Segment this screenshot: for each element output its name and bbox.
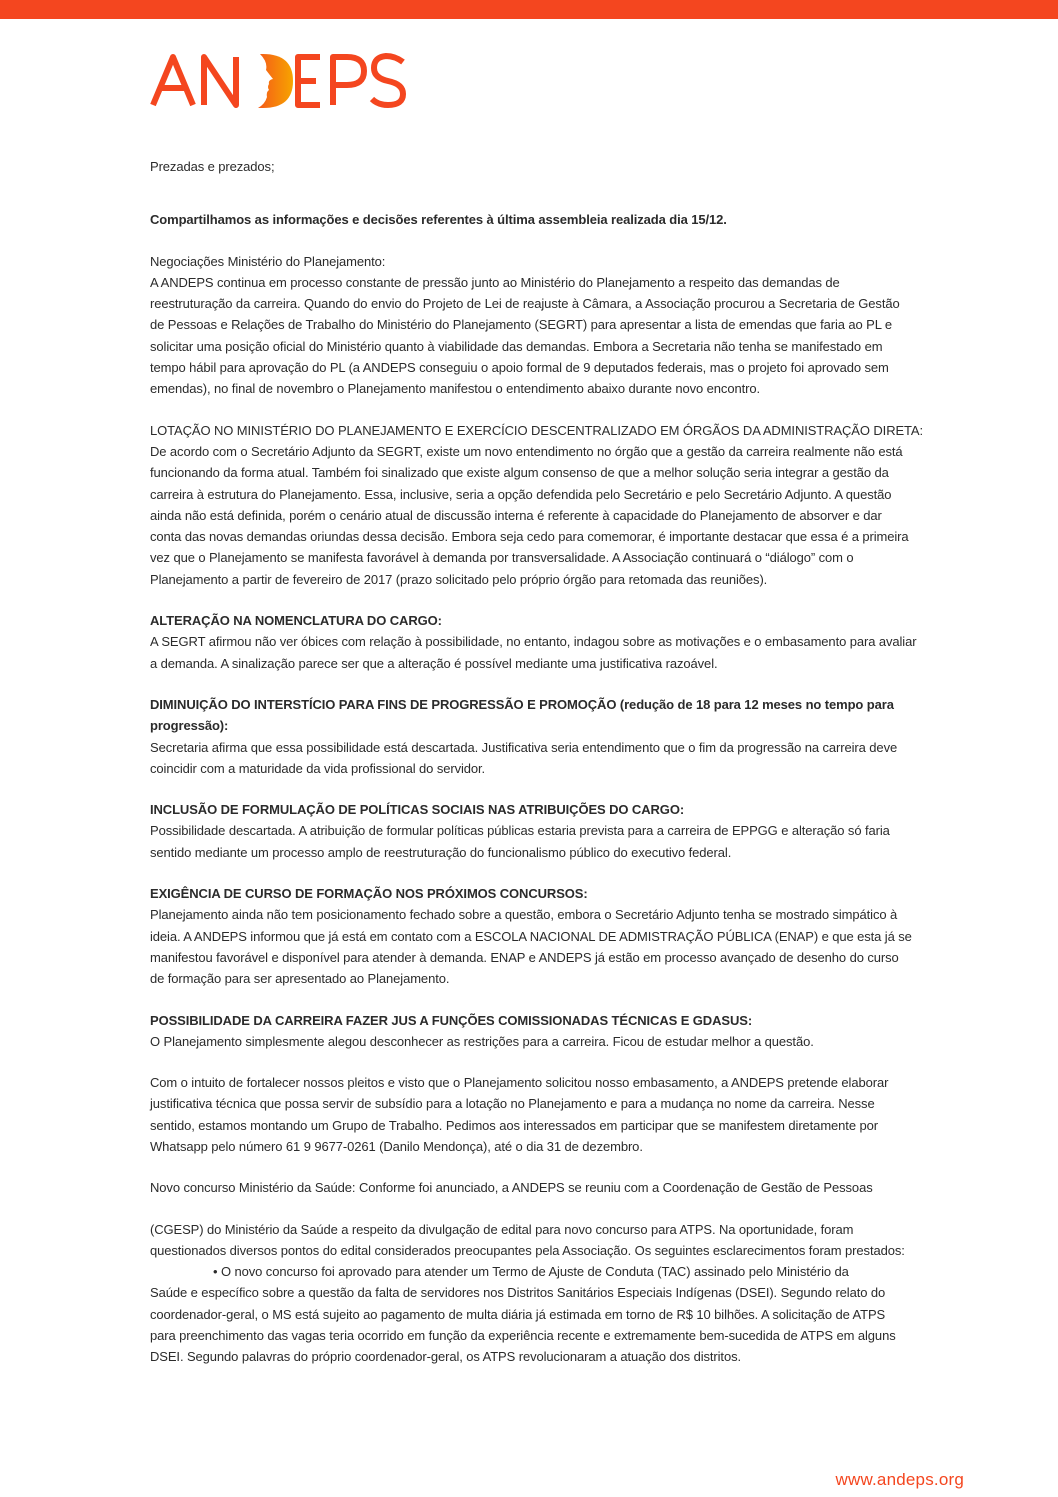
fortalecer-line: Com o intuito de fortalecer nossos pleitos e visto que o Planejamento solicitou nosso embasamento, a ANDEPS pretende elaborar <box>150 1075 889 1091</box>
curso-line: de formação para ser apresentado ao Planejamento. <box>150 971 450 987</box>
lotacao-line: conta das novas demandas oriundas dessa decisão. Embora seja cedo para comemorar, é importante destacar que essa é a primeira <box>150 529 909 545</box>
negotiation-heading: Negociações Ministério do Planejamento: <box>150 253 386 269</box>
negotiation-line: de Pessoas e Relações de Trabalho do Ministério do Planejamento (SEGRT) para apresentar a lista de emendas que faria ao PL e <box>150 317 893 333</box>
fortalecer-line: Whatsapp pelo número 61 9 9677-0261 (Danilo Mendonça), até o dia 31 de dezembro. <box>150 1138 643 1154</box>
concurso-line: questionados diversos pontos do edital considerados preocupantes pela Associação. Os seguintes esclarecimentos foram prestados: <box>150 1242 905 1258</box>
lotacao-line: carreira à estrutura do Planejamento. Essa, inclusive, seria a opção defendida pelo Secretário e pelo Secretário Adjunto. A questão <box>150 486 892 502</box>
lotacao-line: vez que o Planejamento se manifesta favorável à demanda por transversalidade. A Associação continuará o “diálogo” com o <box>150 550 854 566</box>
bullet-line: Saúde e específico sobre a questão da falta de servidores nos Distritos Sanitários Especiais Indígenas (DSEI). Segundo relato do <box>150 1285 886 1301</box>
lotacao-line: Planejamento a partir de fevereiro de 2017 (prazo solicitado pelo próprio órgão para retomada das reuniões). <box>150 571 768 587</box>
lotacao-heading: LOTAÇÃO NO MINISTÉRIO DO PLANEJAMENTO E EXERCÍCIO DESCENTRALIZADO EM ÓRGÃOS DA ADMINISTRAÇÃO DIRETA: <box>150 422 924 438</box>
politicas-line: sentido mediante um processo amplo de reestruturação do funcionalismo público do executivo federal. <box>150 844 732 860</box>
negotiation-line: solicitar uma posição oficial do Ministério quanto à viabilidade das demandas. Embora a Secretaria não tenha se manifestado em <box>150 338 883 354</box>
politicas-line: Possibilidade descartada. A atribuição de formular políticas públicas estaria prevista para a carreira de EPPGG e alteração só faria <box>150 823 890 839</box>
top-accent-bar <box>0 0 1058 19</box>
intersticio-line: Secretaria afirma que essa possibilidade está descartada. Justificativa seria entendimento que o fim da progressão na carreira deve <box>150 739 898 755</box>
negotiation-line: reestruturação da carreira. Quando do envio do Projeto de Lei de reajuste à Câmara, a Associação procurou a Secretaria de Gestão <box>150 296 900 312</box>
letter-body <box>150 156 962 1368</box>
curso-line: manifestou favorável e disponível para atender à demanda. ENAP e ANDEPS já estão em processo avançado de desenho do curso <box>150 949 899 965</box>
politicas-heading: INCLUSÃO DE FORMULAÇÃO DE POLÍTICAS SOCIAIS NAS ATRIBUIÇÕES DO CARGO: <box>150 802 685 818</box>
curso-line: Planejamento ainda não tem posicionamento fechado sobre a questão, embora o Secretário Adjunto tenha se mostrado simpático à <box>150 907 898 923</box>
fortalecer-line: sentido, estamos montando um Grupo de Trabalho. Pedimos aos interessados em participar que se manifestem diretamente por <box>150 1117 878 1133</box>
bullet-first-line: • O novo concurso foi aprovado para atender um Termo de Ajuste de Conduta (TAC) assinado pelo Ministério da <box>213 1264 849 1280</box>
intro: Compartilhamos as informações e decisões referentes à última assembleia realizada dia 15/12. <box>150 212 727 228</box>
funcoes-heading: POSSIBILIDADE DA CARREIRA FAZER JUS A FUNÇÕES COMISSIONADAS TÉCNICAS E GDASUS: <box>150 1012 753 1028</box>
curso-heading: EXIGÊNCIA DE CURSO DE FORMAÇÃO NOS PRÓXIMOS CONCURSOS: <box>150 886 588 902</box>
nomenclatura-heading: ALTERAÇÃO NA NOMENCLATURA DO CARGO: <box>150 613 442 629</box>
lotacao-line: ainda não está definida, porém o cenário atual de discussão interna é referente à capacidade do Planejamento de absorver e dar <box>150 507 882 523</box>
intersticio-heading: progressão): <box>150 718 229 734</box>
negotiation-line: A ANDEPS continua em processo constante de pressão junto ao Ministério do Planejamento a respeito das demandas de <box>150 274 840 290</box>
funcoes-line: O Planejamento simplesmente alegou desconhecer as restrições para a carreira. Ficou de estudar melhor a questão. <box>150 1033 814 1049</box>
concurso-line: (CGESP) do Ministério da Saúde a respeito da divulgação de edital para novo concurso para ATPS. Na oportunidade, foram <box>150 1221 854 1237</box>
intersticio-line: coincidir com a maturidade da vida profissional do servidor. <box>150 760 486 776</box>
negotiation-line: tempo hábil para aprovação do PL (a ANDEPS conseguiu o apoio formal de 9 deputados federais, mas o projeto foi aprovado sem <box>150 360 889 376</box>
negotiation-line: emendas), no final de novembro o Planejamento manifestou o entendimento abaixo durante novo encontro. <box>150 381 760 397</box>
intersticio-heading: DIMINUIÇÃO DO INTERSTÍCIO PARA FINS DE PROGRESSÃO E PROMOÇÃO (redução de 18 para 12 meses no tempo para <box>150 696 894 712</box>
greeting: Prezadas e prezados; <box>150 159 275 174</box>
concurso-first-line: Novo concurso Ministério da Saúde: Conforme foi anunciado, a ANDEPS se reuniu com a Coordenação de Gestão de Pessoas <box>150 1180 873 1196</box>
fortalecer-line: justificativa técnica que possa servir de subsídio para a lotação no Planejamento e para a mudança no nome da carreira. Nesse <box>150 1096 875 1112</box>
nomenclatura-line: A SEGRT afirmou não ver óbices com relação à possibilidade, no entanto, indagou sobre as motivações e o embasamento para avaliar <box>150 634 917 650</box>
nomenclatura-line: a demanda. A sinalização parece ser que a alteração é possível mediante uma justificativa razoável. <box>150 655 718 671</box>
curso-line: ideia. A ANDEPS informou que já está em contato com a ESCOLA NACIONAL DE ADMISTRAÇÃO PÚBLICA (ENAP) e que esta já se <box>150 928 912 944</box>
bullet-line: coordenador-geral, o MS está sujeito ao pagamento de multa diária já estimada em torno de R$ 10 bilhões. A solicitação de ATPS <box>150 1306 886 1322</box>
bullet-line: DSEI. Segundo palavras do próprio coordenador-geral, os ATPS revolucionaram a atuação dos distritos. <box>150 1349 741 1365</box>
lotacao-line: funcionando da forma atual. Também foi sinalizado que existe algum consenso de que a melhor solução seria integrar a gestão da <box>150 465 889 481</box>
lotacao-line: De acordo com o Secretário Adjunto da SEGRT, existe um novo entendimento no órgão que a gestão da carreira realmente não está <box>150 443 903 459</box>
andeps-logo <box>150 52 410 108</box>
footer-website-link[interactable]: www.andeps.org <box>835 1470 964 1489</box>
bullet-line: para preenchimento das vagas teria ocorrido em função da experiência recente e extremamente bem-sucedida de ATPS em alguns <box>150 1328 896 1344</box>
